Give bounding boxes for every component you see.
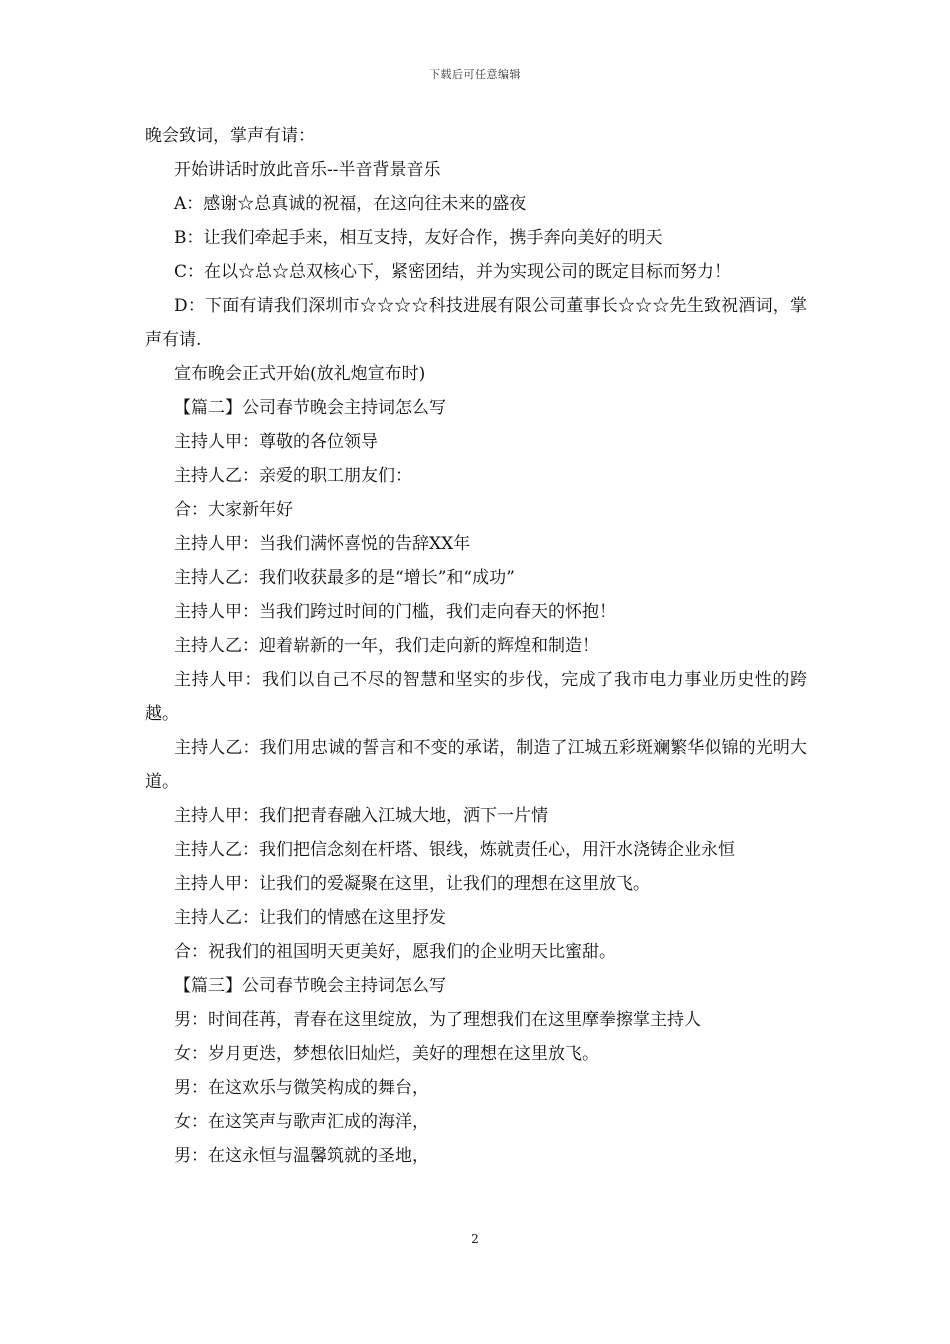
paragraph: 主持人乙：我们用忠诚的誓言和不变的承诺，制造了江城五彩斑斓繁华似锦的光明大道。 <box>145 738 807 792</box>
paragraph: B：让我们牵起手来，相互支持，友好合作，携手奔向美好的明天 <box>174 228 663 248</box>
paragraph: 主持人甲：让我们的爱凝聚在这里，让我们的理想在这里放飞。 <box>174 874 650 894</box>
paragraph: 合：祝我们的祖国明天更美好，愿我们的企业明天比蜜甜。 <box>174 942 616 962</box>
paragraph: 开始讲话时放此音乐--半音背景音乐 <box>174 160 441 180</box>
paragraph: 主持人乙：迎着崭新的一年，我们走向新的辉煌和制造！ <box>174 636 599 656</box>
paragraph: 主持人甲：我们把青春融入江城大地，洒下一片情 <box>174 806 548 826</box>
paragraph: 男：在这欢乐与微笑构成的舞台， <box>174 1078 429 1098</box>
paragraph: 主持人甲：我们以自己不尽的智慧和坚实的步伐，完成了我市电力事业历史性的跨越。 <box>145 670 807 724</box>
document-body <box>145 119 807 1173</box>
paragraph: C：在以☆总☆总双核心下，紧密团结，并为实现公司的既定目标而努力！ <box>174 262 732 282</box>
paragraph: 主持人甲：当我们跨过时间的门槛，我们走向春天的怀抱！ <box>174 602 616 622</box>
page-header: 下载后可任意编辑 <box>429 68 521 81</box>
paragraph: 主持人乙：我们把信念刻在杆塔、银线，炼就责任心，用汗水浇铸企业永恒 <box>174 840 735 860</box>
paragraph: 主持人乙：我们收获最多的是“增长”和“成功” <box>174 568 515 588</box>
paragraph: 女：岁月更迭，梦想依旧灿烂，美好的理想在这里放飞。 <box>174 1044 599 1064</box>
paragraph: A：感谢☆总真诚的祝福，在这向往未来的盛夜 <box>174 194 527 214</box>
paragraph: 宣布晚会正式开始(放礼炮宣布时) <box>174 364 426 384</box>
paragraph: 男：在这永恒与温馨筑就的圣地， <box>174 1146 429 1166</box>
paragraph: 晚会致词，掌声有请： <box>145 126 315 146</box>
paragraph: 女：在这笑声与歌声汇成的海洋， <box>174 1112 429 1132</box>
paragraph: 合：大家新年好 <box>174 500 293 520</box>
paragraph: 主持人乙：让我们的情感在这里抒发 <box>174 908 446 928</box>
paragraph: 【篇二】公司春节晚会主持词怎么写 <box>174 398 446 418</box>
paragraph: 主持人甲：当我们满怀喜悦的告辞XX年 <box>174 534 471 554</box>
paragraph: 【篇三】公司春节晚会主持词怎么写 <box>174 976 446 996</box>
paragraph: 男：时间荏苒，青春在这里绽放，为了理想我们在这里摩拳擦掌主持人 <box>174 1010 701 1030</box>
paragraph: 主持人甲：尊敬的各位领导 <box>174 432 378 452</box>
paragraph: 主持人乙：亲爱的职工朋友们： <box>174 466 412 486</box>
page-number: 2 <box>471 1232 479 1246</box>
paragraph: D：下面有请我们深圳市☆☆☆☆科技进展有限公司董事长☆☆☆先生致祝酒词，掌声有请. <box>145 296 807 350</box>
